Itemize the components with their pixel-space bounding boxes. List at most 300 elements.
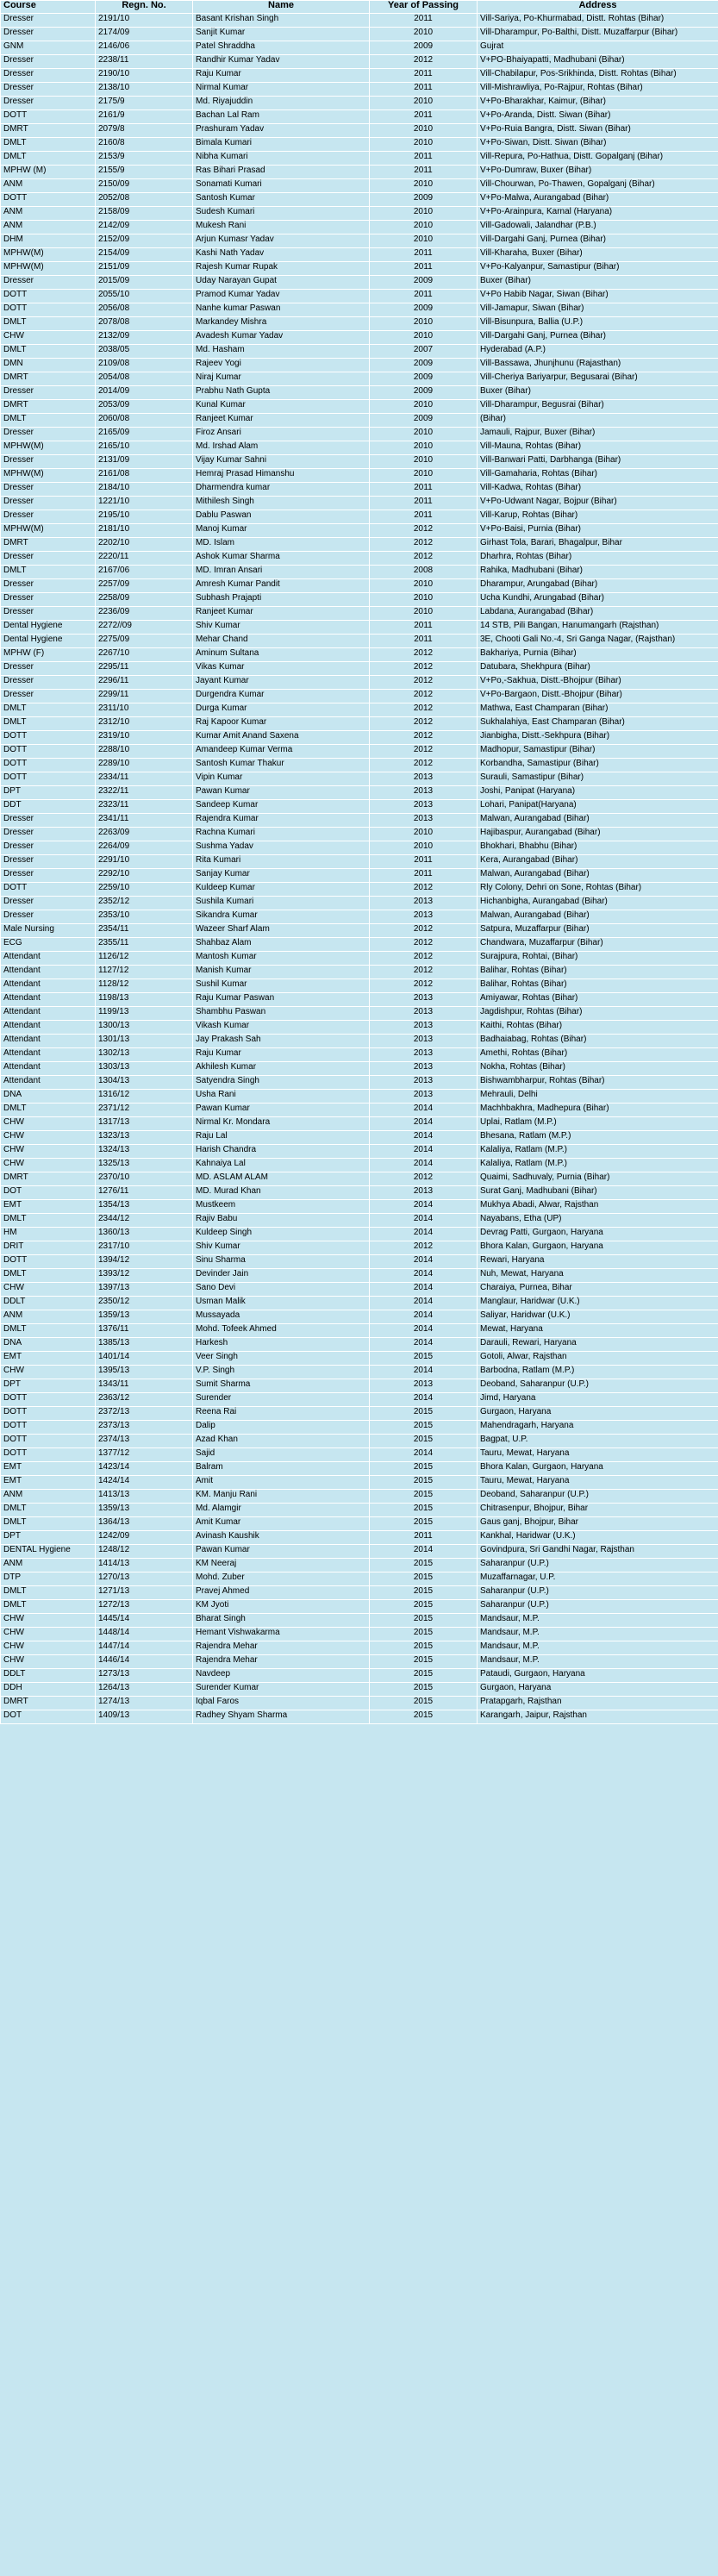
year-cell: 2009 [370, 414, 478, 428]
regn-no-cell: 2165/09 [96, 428, 193, 441]
table-row [1, 1338, 718, 1352]
year-cell: 2015 [370, 1462, 478, 1476]
name-cell: Randhir Kumar Yadav [193, 55, 370, 69]
year-cell: 2009 [370, 303, 478, 317]
name-cell: Uday Narayan Gupat [193, 276, 370, 290]
name-cell: Rajiv Babu [193, 1214, 370, 1228]
course-cell: DHM [1, 234, 96, 248]
address-cell: V+Po-Siwan, Distt. Siwan (Bihar) [478, 138, 718, 152]
course-cell: Dresser [1, 14, 96, 28]
regn-no-cell: 1325/13 [96, 1159, 193, 1172]
address-cell: Jagdishpur, Rohtas (Bihar) [478, 1007, 718, 1021]
course-cell: EMT [1, 1476, 96, 1490]
regn-no-cell: 2311/10 [96, 703, 193, 717]
address-cell: Vill-Banwari Patti, Darbhanga (Bihar) [478, 455, 718, 469]
table-row [1, 883, 718, 897]
year-cell: 2013 [370, 897, 478, 910]
table-row [1, 772, 718, 786]
regn-no-cell: 2259/10 [96, 883, 193, 897]
regn-no-cell: 2153/9 [96, 152, 193, 166]
name-cell: Amit Kumar [193, 1517, 370, 1531]
address-cell: Surauli, Samastipur (Bihar) [478, 772, 718, 786]
year-cell: 2012 [370, 662, 478, 676]
address-cell: V+Po-Bharakhar, Kaimur, (Bihar) [478, 97, 718, 110]
address-cell: Balihar, Rohtas (Bihar) [478, 979, 718, 993]
year-cell: 2014 [370, 1269, 478, 1283]
address-cell: Mandsaur, M.P. [478, 1628, 718, 1641]
address-cell: Deoband, Saharanpur (U.P.) [478, 1379, 718, 1393]
table-row [1, 993, 718, 1007]
address-cell: Dharampur, Arungabad (Bihar) [478, 579, 718, 593]
table-row [1, 786, 718, 800]
name-cell: Rajendra Kumar [193, 814, 370, 828]
course-cell: MPHW (M) [1, 166, 96, 179]
name-cell: Mustkeem [193, 1200, 370, 1214]
name-cell: Raju Kumar [193, 69, 370, 83]
year-cell: 2011 [370, 262, 478, 276]
table-row [1, 1683, 718, 1697]
course-cell: DOTT [1, 193, 96, 207]
address-cell: Vill-Chourwan, Po-Thawen, Gopalganj (Bihar) [478, 179, 718, 193]
regn-no-cell: 2220/11 [96, 552, 193, 566]
year-cell: 2015 [370, 1641, 478, 1655]
course-cell: DMLT [1, 345, 96, 359]
regn-no-cell: 1364/13 [96, 1517, 193, 1531]
regn-no-cell: 1394/12 [96, 1255, 193, 1269]
name-cell: Kashi Nath Yadav [193, 248, 370, 262]
year-cell: 2011 [370, 83, 478, 97]
year-cell: 2010 [370, 428, 478, 441]
regn-no-cell: 2052/08 [96, 193, 193, 207]
regn-no-cell: 2334/11 [96, 772, 193, 786]
address-cell: Pratapgarh, Rajsthan [478, 1697, 718, 1710]
course-cell: DMRT [1, 124, 96, 138]
table-row [1, 1697, 718, 1710]
course-cell: DOTT [1, 1435, 96, 1448]
address-cell: Hajibaspur, Aurangabad (Bihar) [478, 828, 718, 841]
name-cell: Sushil Kumar [193, 979, 370, 993]
year-cell: 2008 [370, 566, 478, 579]
name-cell: Amandeep Kumar Verma [193, 745, 370, 759]
year-cell: 2011 [370, 69, 478, 83]
year-cell: 2011 [370, 635, 478, 648]
address-cell: Vill-Dharampur, Begusrai (Bihar) [478, 400, 718, 414]
address-cell: Vill-Gadowali, Jalandhar (P.B.) [478, 221, 718, 234]
table-row [1, 1490, 718, 1504]
course-cell: CHW [1, 1614, 96, 1628]
name-cell: Mithilesh Singh [193, 497, 370, 510]
course-cell: Attendant [1, 1062, 96, 1076]
course-cell: DOTT [1, 772, 96, 786]
course-cell: DNA [1, 1338, 96, 1352]
year-cell: 2011 [370, 869, 478, 883]
course-cell: Dresser [1, 483, 96, 497]
header-course: Course [1, 1, 96, 14]
regn-no-cell: 2150/09 [96, 179, 193, 193]
name-cell: Akhilesh Kumar [193, 1062, 370, 1076]
course-cell: CHW [1, 1145, 96, 1159]
regn-no-cell: 2184/10 [96, 483, 193, 497]
regn-no-cell: 1343/11 [96, 1379, 193, 1393]
year-cell: 2013 [370, 1090, 478, 1104]
name-cell: Durga Kumar [193, 703, 370, 717]
table-row [1, 372, 718, 386]
name-cell: Basant Krishan Singh [193, 14, 370, 28]
address-cell: Vill-Bassawa, Jhunjhunu (Rajasthan) [478, 359, 718, 372]
year-cell: 2009 [370, 359, 478, 372]
address-cell: Jamauli, Rajpur, Buxer (Bihar) [478, 428, 718, 441]
course-cell: ECG [1, 938, 96, 952]
regn-no-cell: 1264/13 [96, 1683, 193, 1697]
regn-no-cell: 2354/11 [96, 924, 193, 938]
table-row [1, 1283, 718, 1297]
address-cell: Malwan, Aurangabad (Bihar) [478, 910, 718, 924]
year-cell: 2009 [370, 372, 478, 386]
regn-no-cell: 1242/09 [96, 1531, 193, 1545]
name-cell: MD. Islam [193, 538, 370, 552]
address-cell: Manglaur, Haridwar (U.K.) [478, 1297, 718, 1310]
name-cell: Markandey Mishra [193, 317, 370, 331]
address-cell: Bakhariya, Purnia (Bihar) [478, 648, 718, 662]
table-row [1, 455, 718, 469]
address-cell: Chandwara, Muzaffarpur (Bihar) [478, 938, 718, 952]
name-cell: Ranjeet Kumar [193, 414, 370, 428]
name-cell: Sanjay Kumar [193, 869, 370, 883]
course-cell: DMLT [1, 317, 96, 331]
course-cell: DNA [1, 1090, 96, 1104]
course-cell: DOTT [1, 883, 96, 897]
table-row [1, 221, 718, 234]
table-row [1, 28, 718, 41]
table-row [1, 841, 718, 855]
year-cell: 2010 [370, 593, 478, 607]
year-cell: 2011 [370, 248, 478, 262]
year-cell: 2014 [370, 1131, 478, 1145]
course-cell: DMRT [1, 1697, 96, 1710]
year-cell: 2014 [370, 1200, 478, 1214]
year-cell: 2015 [370, 1476, 478, 1490]
regn-no-cell: 2038/05 [96, 345, 193, 359]
name-cell: Surender Kumar [193, 1683, 370, 1697]
name-cell: Durgendra Kumar [193, 690, 370, 703]
table-row [1, 538, 718, 552]
regn-no-cell: 2258/09 [96, 593, 193, 607]
regn-no-cell: 2014/09 [96, 386, 193, 400]
course-cell: Dresser [1, 910, 96, 924]
course-cell: DDT [1, 800, 96, 814]
name-cell: MD. Imran Ansari [193, 566, 370, 579]
table-row [1, 124, 718, 138]
year-cell: 2015 [370, 1559, 478, 1572]
name-cell: Md. Irshad Alam [193, 441, 370, 455]
address-cell: Mandsaur, M.P. [478, 1641, 718, 1655]
address-cell: Mathwa, East Champaran (Bihar) [478, 703, 718, 717]
course-cell: DOTT [1, 1407, 96, 1421]
course-cell: DMLT [1, 566, 96, 579]
address-cell: Uplai, Ratlam (M.P.) [478, 1117, 718, 1131]
table-row [1, 1131, 718, 1145]
address-cell: Darauli, Rewari, Haryana [478, 1338, 718, 1352]
course-cell: Dental Hygiene [1, 621, 96, 635]
year-cell: 2015 [370, 1697, 478, 1710]
address-cell: Hyderabad (A.P.) [478, 345, 718, 359]
course-cell: DMRT [1, 1172, 96, 1186]
table-row [1, 676, 718, 690]
course-cell: CHW [1, 1366, 96, 1379]
address-cell: Girhast Tola, Barari, Bhagalpur, Bihar [478, 538, 718, 552]
course-cell: MPHW (F) [1, 648, 96, 662]
course-cell: Attendant [1, 1048, 96, 1062]
course-cell: CHW [1, 1655, 96, 1669]
table-row [1, 234, 718, 248]
name-cell: Sushila Kumari [193, 897, 370, 910]
year-cell: 2010 [370, 221, 478, 234]
address-cell: Chitrasenpur, Bhojpur, Bihar [478, 1504, 718, 1517]
table-row [1, 1145, 718, 1159]
name-cell: Iqbal Faros [193, 1697, 370, 1710]
year-cell: 2010 [370, 317, 478, 331]
address-cell: Vill-Kharaha, Buxer (Bihar) [478, 248, 718, 262]
name-cell: Rajesh Kumar Rupak [193, 262, 370, 276]
course-cell: Dresser [1, 690, 96, 703]
year-cell: 2014 [370, 1104, 478, 1117]
name-cell: Sajid [193, 1448, 370, 1462]
course-cell: DDLT [1, 1297, 96, 1310]
regn-no-cell: 1199/13 [96, 1007, 193, 1021]
course-cell: ANM [1, 221, 96, 234]
year-cell: 2012 [370, 703, 478, 717]
name-cell: Nirmal Kr. Mondara [193, 1117, 370, 1131]
address-cell: Amethi, Rohtas (Bihar) [478, 1048, 718, 1062]
table-row [1, 828, 718, 841]
regn-no-cell: 2146/06 [96, 41, 193, 55]
name-cell: Avadesh Kumar Yadav [193, 331, 370, 345]
table-row [1, 1021, 718, 1035]
course-cell: CHW [1, 1117, 96, 1131]
regn-no-cell: 2181/10 [96, 524, 193, 538]
name-cell: Pravej Ahmed [193, 1586, 370, 1600]
name-cell: Ranjeet Kumar [193, 607, 370, 621]
year-cell: 2011 [370, 855, 478, 869]
table-row [1, 717, 718, 731]
table-row [1, 138, 718, 152]
address-cell: Kankhal, Haridwar (U.K.) [478, 1531, 718, 1545]
name-cell: Pramod Kumar Yadav [193, 290, 370, 303]
course-cell: DOTT [1, 1393, 96, 1407]
year-cell: 2010 [370, 400, 478, 414]
name-cell: Navdeep [193, 1669, 370, 1683]
course-cell: Dresser [1, 676, 96, 690]
course-cell: DTP [1, 1572, 96, 1586]
year-cell: 2012 [370, 552, 478, 566]
regn-no-cell: 2371/12 [96, 1104, 193, 1117]
name-cell: Mantosh Kumar [193, 952, 370, 966]
table-row [1, 193, 718, 207]
course-cell: Dresser [1, 497, 96, 510]
address-cell: V+Po-Malwa, Aurangabad (Bihar) [478, 193, 718, 207]
name-cell: Devinder Jain [193, 1269, 370, 1283]
regn-no-cell: 1273/13 [96, 1669, 193, 1683]
regn-no-cell: 1354/13 [96, 1200, 193, 1214]
address-cell: Lohari, Panipat(Haryana) [478, 800, 718, 814]
name-cell: Kunal Kumar [193, 400, 370, 414]
regn-no-cell: 1276/11 [96, 1186, 193, 1200]
regn-no-cell: 1397/13 [96, 1283, 193, 1297]
table-row [1, 179, 718, 193]
regn-no-cell: 1395/13 [96, 1366, 193, 1379]
address-cell: Rly Colony, Dehri on Sone, Rohtas (Bihar) [478, 883, 718, 897]
regn-no-cell: 2190/10 [96, 69, 193, 83]
year-cell: 2014 [370, 1324, 478, 1338]
table-row [1, 55, 718, 69]
course-cell: Dresser [1, 897, 96, 910]
address-cell: Bhora Kalan, Gurgaon, Haryana [478, 1241, 718, 1255]
address-cell: V+Po-Udwant Nagar, Bojpur (Bihar) [478, 497, 718, 510]
name-cell: Reena Rai [193, 1407, 370, 1421]
regn-no-cell: 2155/9 [96, 166, 193, 179]
address-cell: Pataudi, Gurgaon, Haryana [478, 1669, 718, 1683]
year-cell: 2014 [370, 1545, 478, 1559]
course-cell: DOTT [1, 1421, 96, 1435]
table-row [1, 1710, 718, 1724]
course-cell: Dresser [1, 83, 96, 97]
course-cell: MPHW(M) [1, 262, 96, 276]
name-cell: Sonamati Kumari [193, 179, 370, 193]
table-row [1, 428, 718, 441]
regn-no-cell: 1385/13 [96, 1338, 193, 1352]
address-cell: Machhbakhra, Madhepura (Bihar) [478, 1104, 718, 1117]
course-cell: CHW [1, 1283, 96, 1297]
address-cell: Satpura, Muzaffarpur (Bihar) [478, 924, 718, 938]
name-cell: Kumar Amit Anand Saxena [193, 731, 370, 745]
regn-no-cell: 2355/11 [96, 938, 193, 952]
table-row [1, 897, 718, 910]
year-cell: 2015 [370, 1504, 478, 1517]
name-cell: Raju Kumar Paswan [193, 993, 370, 1007]
address-cell: Vill-Chabilapur, Pos-Srikhinda, Distt. Rohtas (Bihar) [478, 69, 718, 83]
regn-no-cell: 2341/11 [96, 814, 193, 828]
course-cell: DDLT [1, 1669, 96, 1683]
table-row [1, 1379, 718, 1393]
year-cell: 2013 [370, 772, 478, 786]
course-cell: Attendant [1, 993, 96, 1007]
regn-no-cell: 2275/09 [96, 635, 193, 648]
header-address: Address [478, 1, 718, 14]
course-cell: Dental Hygiene [1, 635, 96, 648]
address-cell: Vill-Jamapur, Siwan (Bihar) [478, 303, 718, 317]
name-cell: Harkesh [193, 1338, 370, 1352]
table-row [1, 248, 718, 262]
year-cell: 2011 [370, 621, 478, 635]
table-row [1, 1476, 718, 1490]
table-row [1, 952, 718, 966]
regn-no-cell: 2372/13 [96, 1407, 193, 1421]
name-cell: Santosh Kumar Thakur [193, 759, 370, 772]
regn-no-cell: 2272//09 [96, 621, 193, 635]
header-row [1, 1, 718, 14]
course-cell: Dresser [1, 97, 96, 110]
course-cell: Attendant [1, 1076, 96, 1090]
table-row [1, 262, 718, 276]
name-cell: Balram [193, 1462, 370, 1476]
name-cell: Amit [193, 1476, 370, 1490]
regn-no-cell: 2053/09 [96, 400, 193, 414]
course-cell: Dresser [1, 814, 96, 828]
address-cell: Vill-Dargahi Ganj, Purnea (Bihar) [478, 234, 718, 248]
course-cell: DOTT [1, 110, 96, 124]
course-cell: DMLT [1, 1269, 96, 1283]
table-row [1, 41, 718, 55]
name-cell: Vikash Kumar [193, 1021, 370, 1035]
regn-no-cell: 1317/13 [96, 1117, 193, 1131]
table-row [1, 1352, 718, 1366]
address-cell: Dharhra, Rohtas (Bihar) [478, 552, 718, 566]
address-cell: Tauru, Mewat, Haryana [478, 1476, 718, 1490]
address-cell: Karangarh, Jaipur, Rajsthan [478, 1710, 718, 1724]
year-cell: 2012 [370, 55, 478, 69]
course-cell: MPHW(M) [1, 469, 96, 483]
address-cell: Mahendragarh, Haryana [478, 1421, 718, 1435]
course-cell: ANM [1, 207, 96, 221]
table-row [1, 317, 718, 331]
table-row [1, 814, 718, 828]
regn-no-cell: 2055/10 [96, 290, 193, 303]
header-name: Name [193, 1, 370, 14]
year-cell: 2009 [370, 41, 478, 55]
regn-no-cell: 2132/09 [96, 331, 193, 345]
year-cell: 2014 [370, 1366, 478, 1379]
name-cell: Raj Kapoor Kumar [193, 717, 370, 731]
year-cell: 2010 [370, 469, 478, 483]
year-cell: 2012 [370, 731, 478, 745]
address-cell: Muzaffarnagar, U.P. [478, 1572, 718, 1586]
address-cell: Vill-Gamaharia, Rohtas (Bihar) [478, 469, 718, 483]
course-cell: DMRT [1, 400, 96, 414]
table-row [1, 1517, 718, 1531]
name-cell: Rita Kumari [193, 855, 370, 869]
regn-no-cell: 2079/8 [96, 124, 193, 138]
name-cell: Ras Bihari Prasad [193, 166, 370, 179]
name-cell: Vikas Kumar [193, 662, 370, 676]
regn-no-cell: 2373/13 [96, 1421, 193, 1435]
year-cell: 2015 [370, 1586, 478, 1600]
course-cell: Attendant [1, 966, 96, 979]
year-cell: 2010 [370, 138, 478, 152]
regn-no-cell: 2263/09 [96, 828, 193, 841]
regn-no-cell: 1304/13 [96, 1076, 193, 1090]
table-row [1, 1366, 718, 1379]
table-row [1, 69, 718, 83]
name-cell: Aminum Sultana [193, 648, 370, 662]
regn-no-cell: 2323/11 [96, 800, 193, 814]
name-cell: Arjun Kumasr Yadav [193, 234, 370, 248]
table-row [1, 97, 718, 110]
table-row [1, 1324, 718, 1338]
year-cell: 2012 [370, 924, 478, 938]
name-cell: Radhey Shyam Sharma [193, 1710, 370, 1724]
regn-no-cell: 1446/14 [96, 1655, 193, 1669]
table-row [1, 621, 718, 635]
year-cell: 2011 [370, 1531, 478, 1545]
regn-no-cell: 2015/09 [96, 276, 193, 290]
address-cell: Nokha, Rohtas (Bihar) [478, 1062, 718, 1076]
regn-no-cell: 1127/12 [96, 966, 193, 979]
name-cell: Dharmendra kumar [193, 483, 370, 497]
name-cell: Manoj Kumar [193, 524, 370, 538]
year-cell: 2012 [370, 966, 478, 979]
course-cell: CHW [1, 1641, 96, 1655]
regn-no-cell: 1359/13 [96, 1310, 193, 1324]
